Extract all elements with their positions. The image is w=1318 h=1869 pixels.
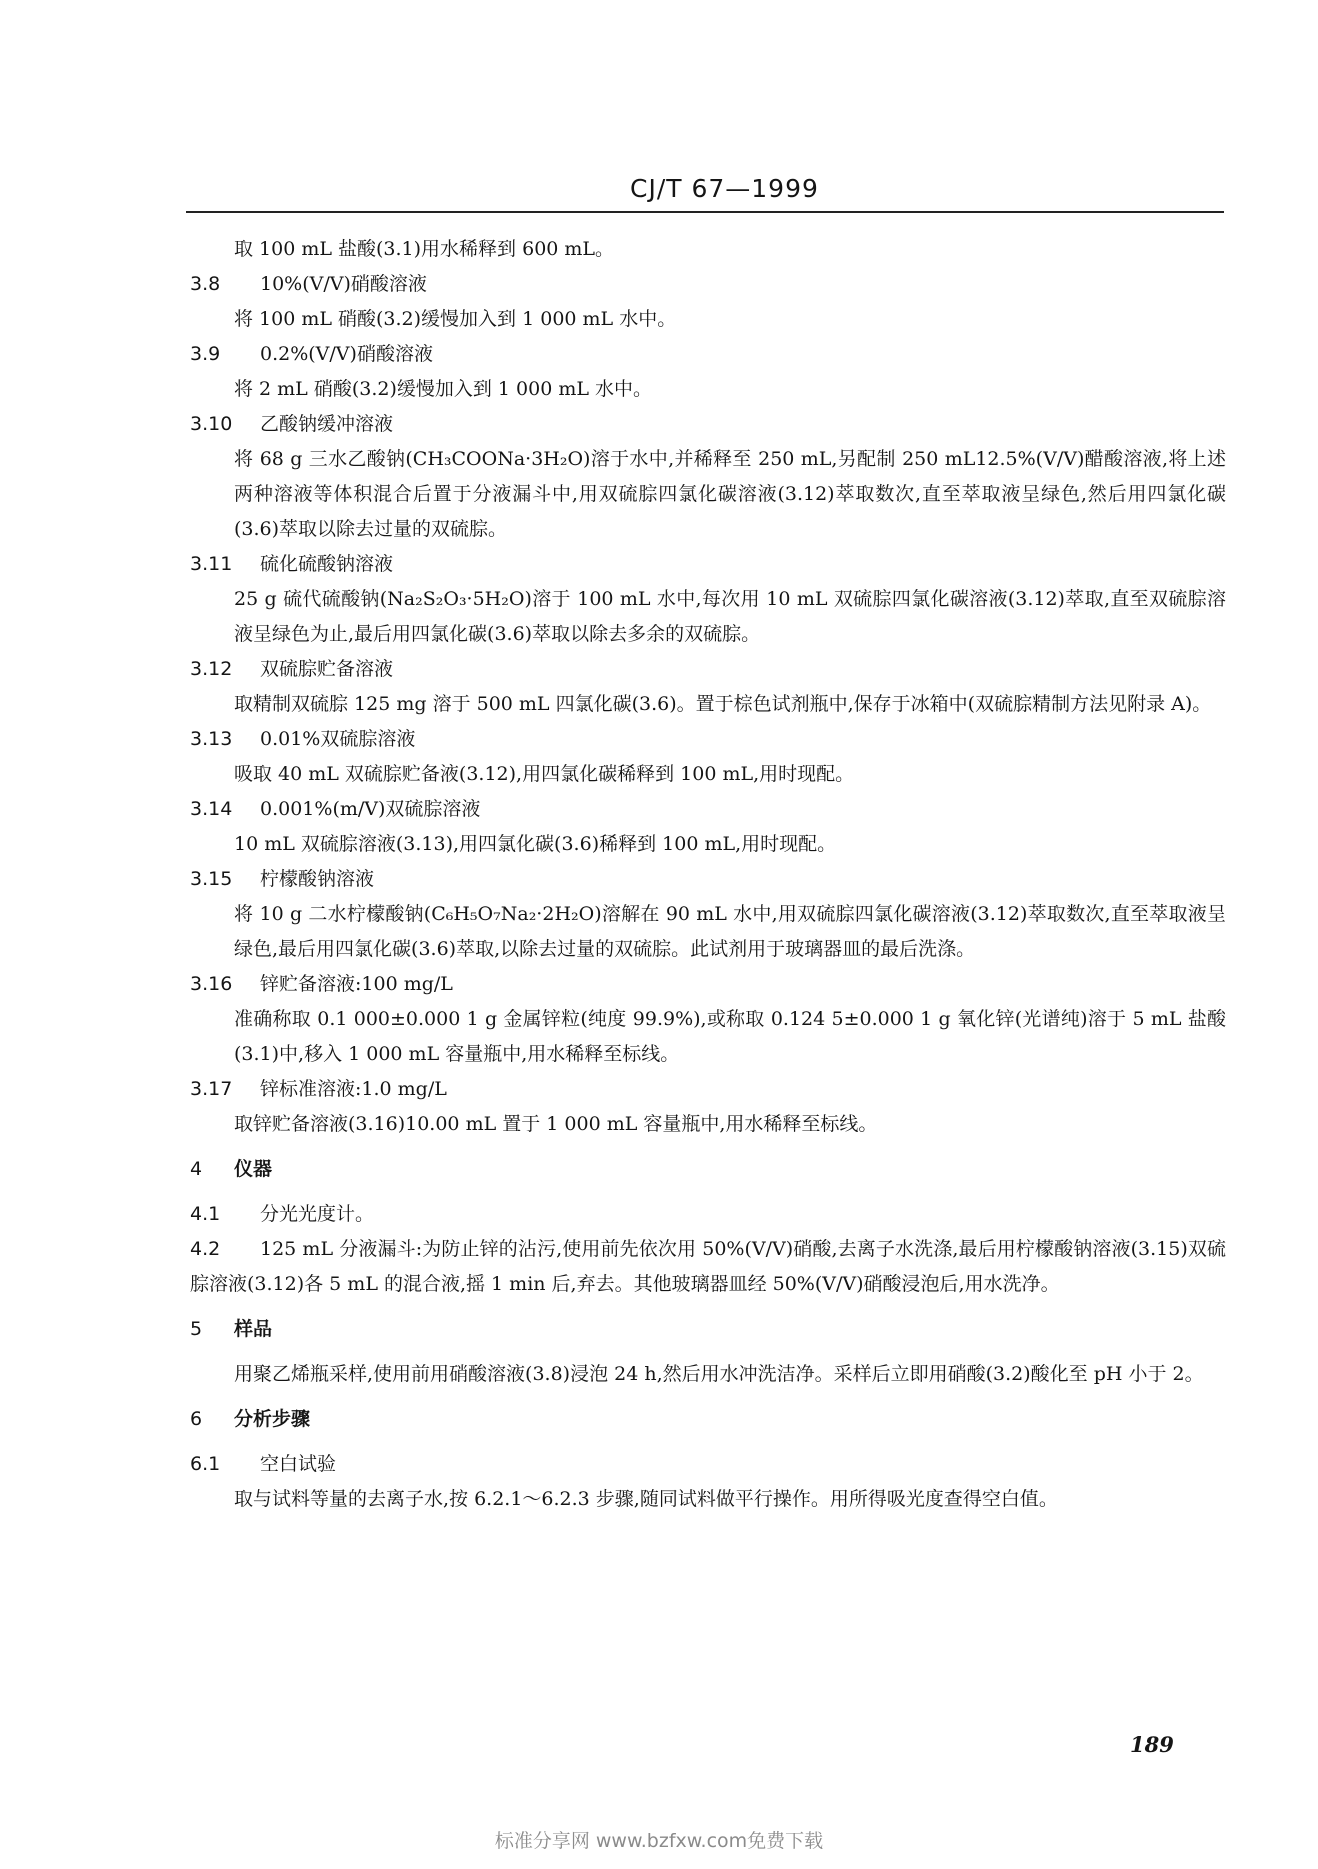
paragraph: 将 68 g 三水乙酸钠(CH₃COONa·3H₂O)溶于水中,并稀释至 250 mL,另配制 250 mL12.5%(V/V)醋酸溶液,将上述两种溶液等体积混合后置于分液漏斗中,用双硫腙四氯化碳溶液(3.12)萃取数次,直至萃取液呈绿色,然后用四氯化碳(3.6)萃取以除去过量的双硫腙。 xyxy=(234,448,1226,540)
section-heading xyxy=(190,1312,1226,1347)
heading-title: 仪器 xyxy=(234,1158,273,1180)
heading-number: 4.1 xyxy=(190,1203,221,1225)
watermark-text: 标准分享网 www.bzfxw.com免费下载 xyxy=(494,1830,824,1852)
clause-paragraph xyxy=(190,1232,1226,1302)
heading-number: 3.12 xyxy=(190,658,233,680)
heading-number: 3.16 xyxy=(190,973,233,995)
heading-title: 双硫腙贮备溶液 xyxy=(260,658,394,680)
paragraph: 将 100 mL 硝酸(3.2)缓慢加入到 1 000 mL 水中。 xyxy=(234,308,677,330)
clause-heading xyxy=(190,1447,1226,1482)
heading-title: 样品 xyxy=(234,1318,273,1340)
heading-title: 0.001%(m/V)双硫腙溶液 xyxy=(260,798,481,820)
clause-number: 4.2 xyxy=(190,1238,221,1260)
paragraph: 取锌贮备溶液(3.16)10.00 mL 置于 1 000 mL 容量瓶中,用水稀释至标线。 xyxy=(234,1113,878,1135)
heading-number: 3.15 xyxy=(190,868,233,890)
paragraph: 将 2 mL 硝酸(3.2)缓慢加入到 1 000 mL 水中。 xyxy=(234,378,653,400)
clause-heading xyxy=(190,1072,1226,1107)
paragraph: 10 mL 双硫腙溶液(3.13),用四氯化碳(3.6)稀释到 100 mL,用时现配。 xyxy=(234,833,837,855)
heading-title: 锌标准溶液:1.0 mg/L xyxy=(260,1078,447,1100)
heading-title: 10%(V/V)硝酸溶液 xyxy=(260,273,427,295)
heading-title: 硫化硫酸钠溶液 xyxy=(260,553,394,575)
section-heading xyxy=(190,1402,1226,1437)
clause-heading xyxy=(190,792,1226,827)
heading-number: 5 xyxy=(190,1318,203,1340)
clause-heading xyxy=(190,1197,1226,1232)
heading-number: 3.10 xyxy=(190,413,233,435)
clause-heading xyxy=(190,267,1226,302)
clause-heading xyxy=(190,652,1226,687)
heading-title: 空白试验 xyxy=(260,1453,337,1475)
section-heading xyxy=(190,1152,1226,1187)
heading-title: 0.01%双硫腙溶液 xyxy=(260,728,416,750)
heading-title: 乙酸钠缓冲溶液 xyxy=(260,413,394,435)
paragraph: 取 100 mL 盐酸(3.1)用水稀释到 600 mL。 xyxy=(234,238,615,260)
header-rule xyxy=(186,211,1224,213)
paragraph: 取与试料等量的去离子水,按 6.2.1～6.2.3 步骤,随同试料做平行操作。用所得吸光度查得空白值。 xyxy=(234,1488,1058,1510)
paragraph: 将 10 g 二水柠檬酸钠(C₆H₅O₇Na₂·2H₂O)溶解在 90 mL 水中,用双硫腙四氯化碳溶液(3.12)萃取数次,直至萃取液呈绿色,最后用四氯化碳(3.6)萃取,以除去过量的双硫腙。此试剂用于玻璃器皿的最后洗涤。 xyxy=(234,903,1226,960)
clause-heading xyxy=(190,862,1226,897)
paragraph: 用聚乙烯瓶采样,使用前用硝酸溶液(3.8)浸泡 24 h,然后用水冲洗洁净。采样后立即用硝酸(3.2)酸化至 pH 小于 2。 xyxy=(234,1363,1204,1385)
heading-title: 锌贮备溶液:100 mg/L xyxy=(260,973,453,995)
clause-heading xyxy=(190,337,1226,372)
heading-title: 分光光度计。 xyxy=(260,1203,375,1225)
clause-text: 125 mL 分液漏斗:为防止锌的沾污,使用前先依次用 50%(V/V)硝酸,去离子水洗涤,最后用柠檬酸钠溶液(3.15)双硫腙溶液(3.12)各 5 mL 的混合液,摇 1 min 后,弃去。其他玻璃器皿经 50%(V/V)硝酸浸泡后,用水洗净。 xyxy=(190,1238,1226,1295)
paragraph: 吸取 40 mL 双硫腙贮备液(3.12),用四氯化碳稀释到 100 mL,用时现配。 xyxy=(234,763,855,785)
clause-heading xyxy=(190,722,1226,757)
heading-number: 3.13 xyxy=(190,728,233,750)
clause-heading xyxy=(190,547,1226,582)
standard-code-header: CJ/T 67—1999 xyxy=(630,174,819,203)
heading-title: 柠檬酸钠溶液 xyxy=(260,868,375,890)
heading-number: 3.14 xyxy=(190,798,233,820)
heading-number: 6 xyxy=(190,1408,203,1430)
clause-heading xyxy=(190,407,1226,442)
heading-title: 0.2%(V/V)硝酸溶液 xyxy=(260,343,433,365)
paragraph: 取精制双硫腙 125 mg 溶于 500 mL 四氯化碳(3.6)。置于棕色试剂瓶中,保存于冰箱中(双硫腙精制方法见附录 A)。 xyxy=(234,693,1212,715)
paragraph: 准确称取 0.1 000±0.000 1 g 金属锌粒(纯度 99.9%),或称取 0.124 5±0.000 1 g 氧化锌(光谱纯)溶于 5 mL 盐酸(3.1)中,移入 1 000 mL 容量瓶中,用水稀释至标线。 xyxy=(234,1008,1226,1065)
clause-heading xyxy=(190,967,1226,1002)
page-number: 189 xyxy=(1130,1732,1174,1757)
document-body xyxy=(190,232,1226,1517)
heading-number: 3.11 xyxy=(190,553,233,575)
heading-title: 分析步骤 xyxy=(234,1408,311,1430)
heading-number: 4 xyxy=(190,1158,203,1180)
paragraph: 25 g 硫代硫酸钠(Na₂S₂O₃·5H₂O)溶于 100 mL 水中,每次用 10 mL 双硫腙四氯化碳溶液(3.12)萃取,直至双硫腙溶液呈绿色为止,最后用四氯化碳(3.6)萃取以除去多余的双硫腙。 xyxy=(234,588,1226,645)
heading-number: 6.1 xyxy=(190,1453,221,1475)
heading-number: 3.8 xyxy=(190,273,221,295)
heading-number: 3.9 xyxy=(190,343,221,365)
heading-number: 3.17 xyxy=(190,1078,233,1100)
